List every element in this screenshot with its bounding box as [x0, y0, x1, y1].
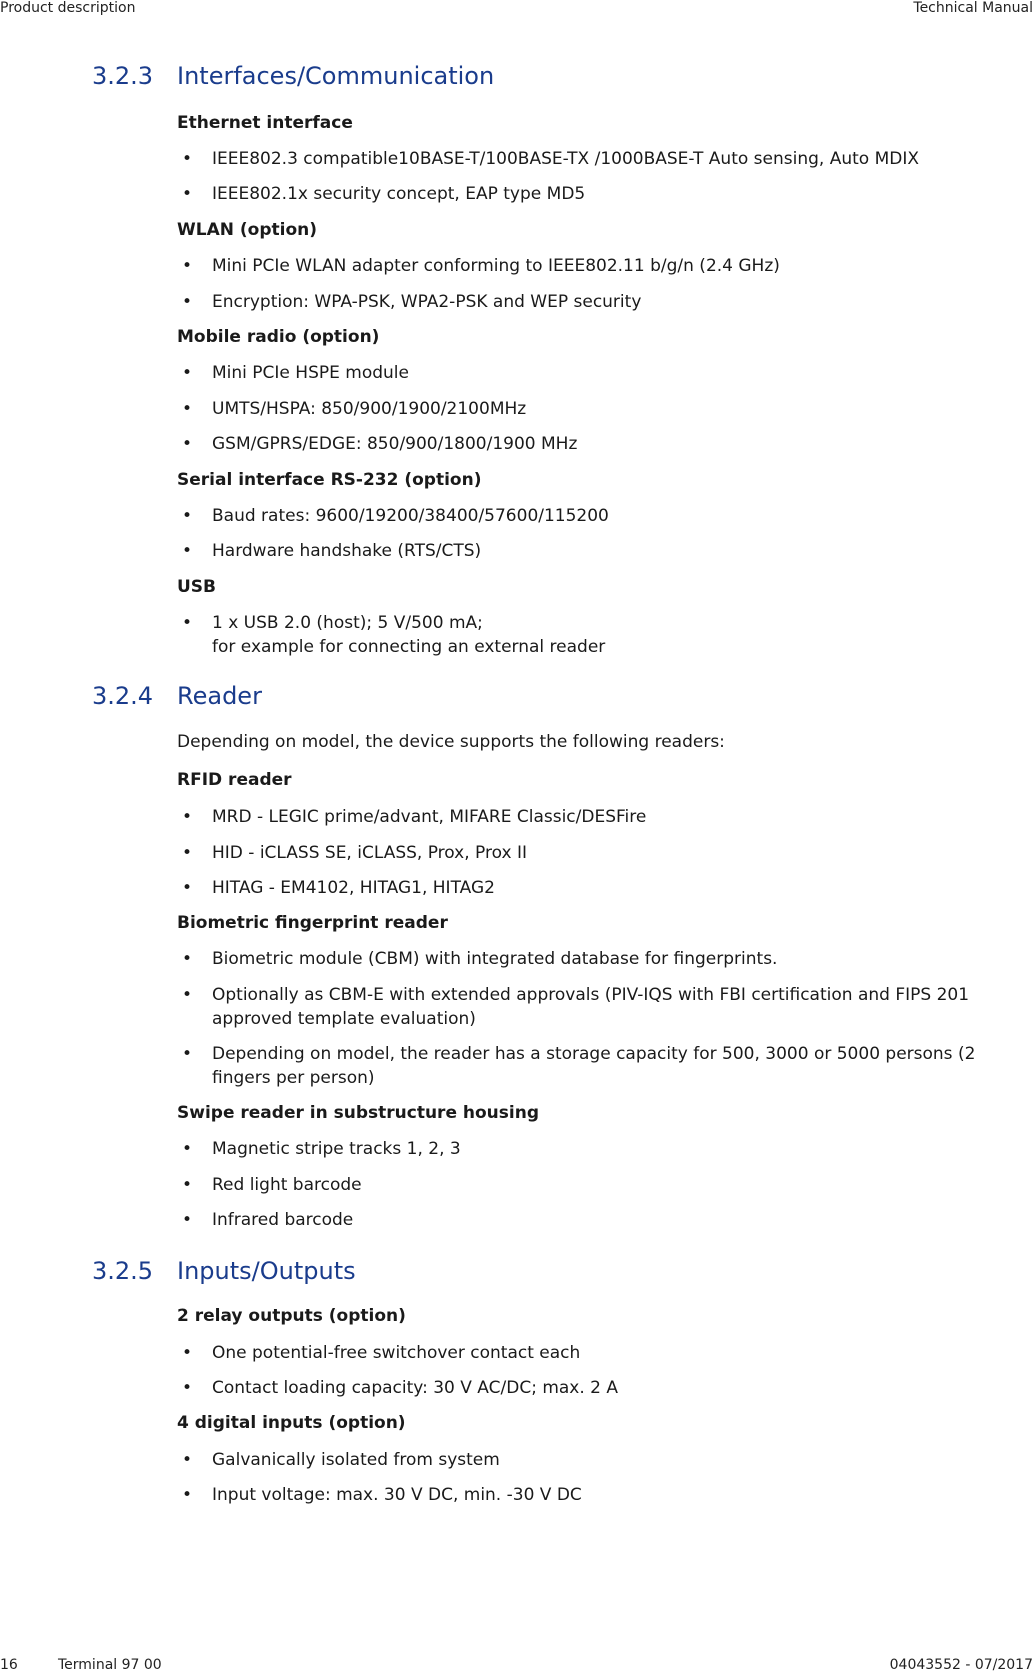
- footer-document-name: Terminal 97 00: [58, 1657, 162, 1673]
- subsection-heading: USB: [177, 577, 217, 597]
- subsection-heading: Swipe reader in substructure housing: [177, 1103, 539, 1123]
- section-title: Inputs/Outputs: [177, 1257, 356, 1285]
- section-number: 3.2.5: [92, 1257, 154, 1285]
- section-number: 3.2.3: [92, 62, 154, 90]
- subsection-heading: 4 digital inputs (option): [177, 1413, 406, 1433]
- running-header-manual: Technical Manual: [913, 0, 1033, 16]
- section-title: Reader: [177, 682, 262, 710]
- subsection-heading: WLAN (option): [177, 220, 318, 240]
- subsection-heading: Biometric fingerprint reader: [177, 913, 448, 933]
- section-intro: Depending on model, the device supports the following readers:: [177, 732, 725, 752]
- subsection-heading: Mobile radio (option): [177, 327, 380, 347]
- subsection-heading: 2 relay outputs (option): [177, 1306, 406, 1326]
- subsection-heading: RFID reader: [177, 770, 292, 790]
- subsection-heading: Ethernet interface: [177, 113, 353, 133]
- running-header-chapter: Product description: [0, 0, 136, 16]
- section-title: Interfaces/Communication: [177, 62, 495, 90]
- subsection-heading: Serial interface RS-232 (option): [177, 470, 482, 490]
- section-number: 3.2.4: [92, 682, 154, 710]
- footer-document-number: 04043552 - 07/2017: [889, 1657, 1033, 1673]
- page-number: 16: [0, 1657, 18, 1673]
